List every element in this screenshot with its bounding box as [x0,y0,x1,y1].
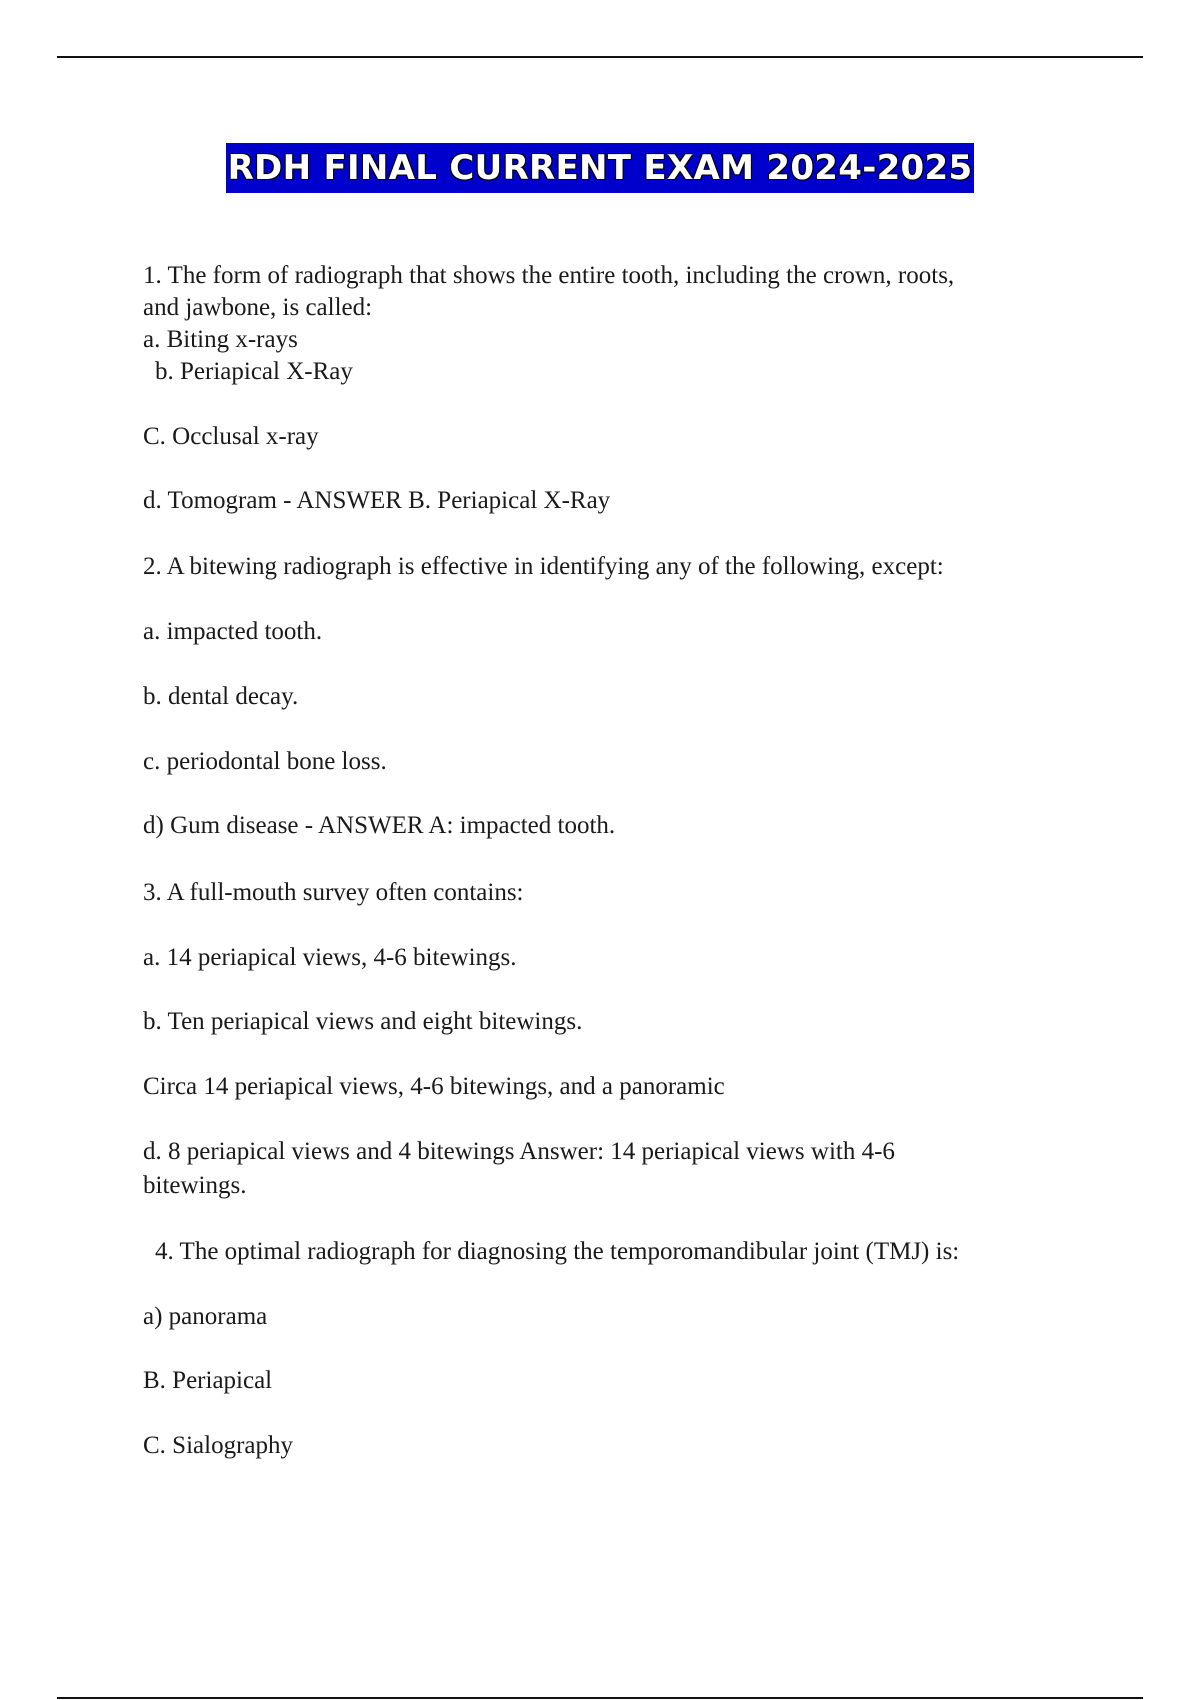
question-2-option-b: b. dental decay. [143,683,299,710]
question-4-text: 4. The optimal radiograph for diagnosing the temporomandibular joint (TMJ) is: [155,1238,960,1265]
title-banner [0,143,1200,193]
question-3-option-b: b. Ten periapical views and eight bitewings. [143,1008,583,1035]
question-3-option-c: Circa 14 periapical views, 4-6 bitewings, and a panoramic [143,1073,725,1100]
top-rule [57,56,1143,58]
question-3-option-d-answer-line-1: d. 8 periapical views and 4 bitewings Answer: 14 periapical views with 4-6 [143,1138,895,1165]
question-3-option-d-answer-line-2: bitewings. [143,1172,247,1199]
bottom-rule [57,1697,1143,1699]
question-2-option-d-answer: d) Gum disease - ANSWER A: impacted tooth. [143,812,616,839]
question-2-option-c: c. periodontal bone loss. [143,748,387,775]
question-3-text: 3. A full-mouth survey often contains: [143,879,524,906]
page-title: RDH FINAL CURRENT EXAM 2024-2025 [226,143,975,193]
question-2-text: 2. A bitewing radiograph is effective in identifying any of the following, except: [143,553,944,580]
question-4-option-c: C. Sialography [143,1432,293,1459]
question-1-option-d-answer: d. Tomogram - ANSWER B. Periapical X-Ray [143,487,611,514]
question-1-line-1: 1. The form of radiograph that shows the entire tooth, including the crown, roots, [143,262,955,289]
question-1-line-2: and jawbone, is called: [143,294,373,321]
question-4-option-a: a) panorama [143,1303,268,1330]
question-2-option-a: a. impacted tooth. [143,618,323,645]
question-1-option-c: C. Occlusal x-ray [143,423,319,450]
question-3-option-a: a. 14 periapical views, 4-6 bitewings. [143,944,517,971]
question-1-option-b: b. Periapical X-Ray [155,358,353,385]
question-4-option-b: B. Periapical [143,1367,273,1394]
question-1-option-a: a. Biting x-rays [143,326,298,353]
